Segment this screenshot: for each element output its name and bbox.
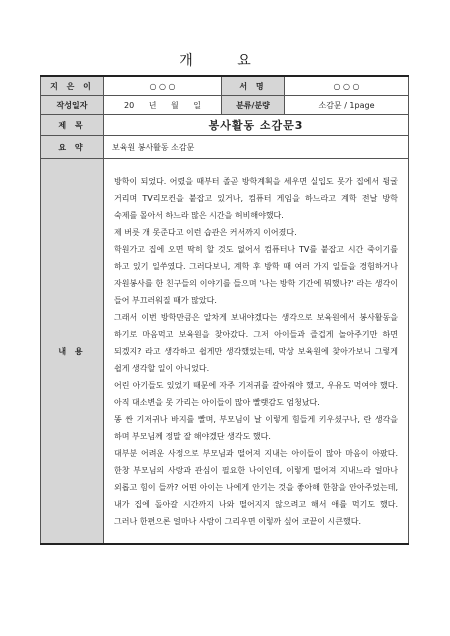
content-paragraph: 학원가고 집에 오면 딱히 할 것도 없어서 컴퓨터나 TV를 붙잡고 시간 죽이기를 하고 있기 일쑤였다. 그러다보니, 계학 후 방학 때 여러 가지 일들을 경험하거나 자원봉사를 한 친구들의 이야기를 들으며 '나는 방학 기간에 뭐했나?' 라는 생각이 들어 부끄러워질 때가 많았다.	[114, 245, 398, 305]
signature-value: ○ ○ ○	[285, 76, 409, 96]
subject-value: 봉사활동 소감문3	[104, 115, 409, 136]
content-paragraph: 그래서 이번 방학만큼은 알차게 보내야겠다는 생각으로 보육원에서 봉사활동을 하기로 마음먹고 보육원을 찾아갔다. 그저 아이들과 즐겁게 놀아주기만 하면 되겠지? 라고 생각하고 쉽게만 생각했었는데, 막상 보육원에 찾아가보니 그렇게 쉽게 생각할 일이 아니었다.	[114, 313, 398, 373]
content-paragraph: 어린 아기들도 있었기 때문에 자주 기저귀를 갈아줘야 했고, 우유도 먹여야 했다. 아직 대소변을 못 가리는 아이들이 많아 빨랫감도 엄청났다.	[114, 381, 398, 407]
date-label: 작성일자	[41, 96, 104, 115]
date-row	[41, 96, 409, 115]
content-paragraph: 똥 싼 기저귀나 바지를 빨며, 부모님이 날 이렇게 힘들게 키우셨구나, 란 생각을 하며 부모님께 정말 잘 해야겠단 생각도 했다.	[114, 415, 398, 441]
category-label: 분류/분량	[222, 96, 285, 115]
category-value: 소감문 / 1page	[285, 96, 409, 115]
author-value: ○ ○ ○	[104, 76, 222, 96]
summary-row	[41, 136, 409, 159]
subject-label: 제 목	[41, 115, 104, 136]
summary-form-table	[40, 75, 409, 545]
signature-label: 서 명	[222, 76, 285, 96]
content-paragraph: 제 버릇 개 못준다고 이런 습관은 커서까지 이어졌다.	[114, 228, 297, 237]
content-paragraph: 대부분 어려운 사정으로 부모님과 떨어져 지내는 아이들이 많아 마음이 아팠다. 한창 부모님의 사랑과 관심이 필요한 나이인데, 이렇게 떨어져 지내느라 얼마나 외롭고 힘이 들까? 어떤 아이는 나에게 안기는 것을 좋아해 한참을 안아주었는데, 내가 집에 돌아갈 시간까지 나와 떨어지지 않으려고 해서 애를 먹기도 했다. 그러나 한편으론 얼마나 사람이 그리우면 이렇까 싶어 코끝이 시큰했다.	[114, 449, 398, 526]
summary-label: 요 약	[41, 136, 104, 159]
author-row	[41, 76, 409, 96]
subject-row	[41, 115, 409, 136]
content-paragraph: 방학이 되었다. 어렸을 때부터 졸곧 방학계획을 세우면 실입도 못가 집에서 뒹굴 거리며 TV리모컨을 붙잡고 있거나, 컴퓨터 게임을 하느라고 계학 전날 방학 숙제를 몰아서 하느라 많은 시간을 허비해야했다.	[114, 177, 398, 220]
content-body	[104, 159, 409, 545]
author-label: 지 은 이	[41, 76, 104, 96]
content-label: 내 용	[41, 159, 104, 545]
content-row	[41, 159, 409, 545]
document-title: 개 요	[179, 53, 271, 69]
summary-value: 보육원 봉사활동 소감문	[104, 136, 409, 159]
date-value: 20 년 월 일	[104, 96, 222, 115]
